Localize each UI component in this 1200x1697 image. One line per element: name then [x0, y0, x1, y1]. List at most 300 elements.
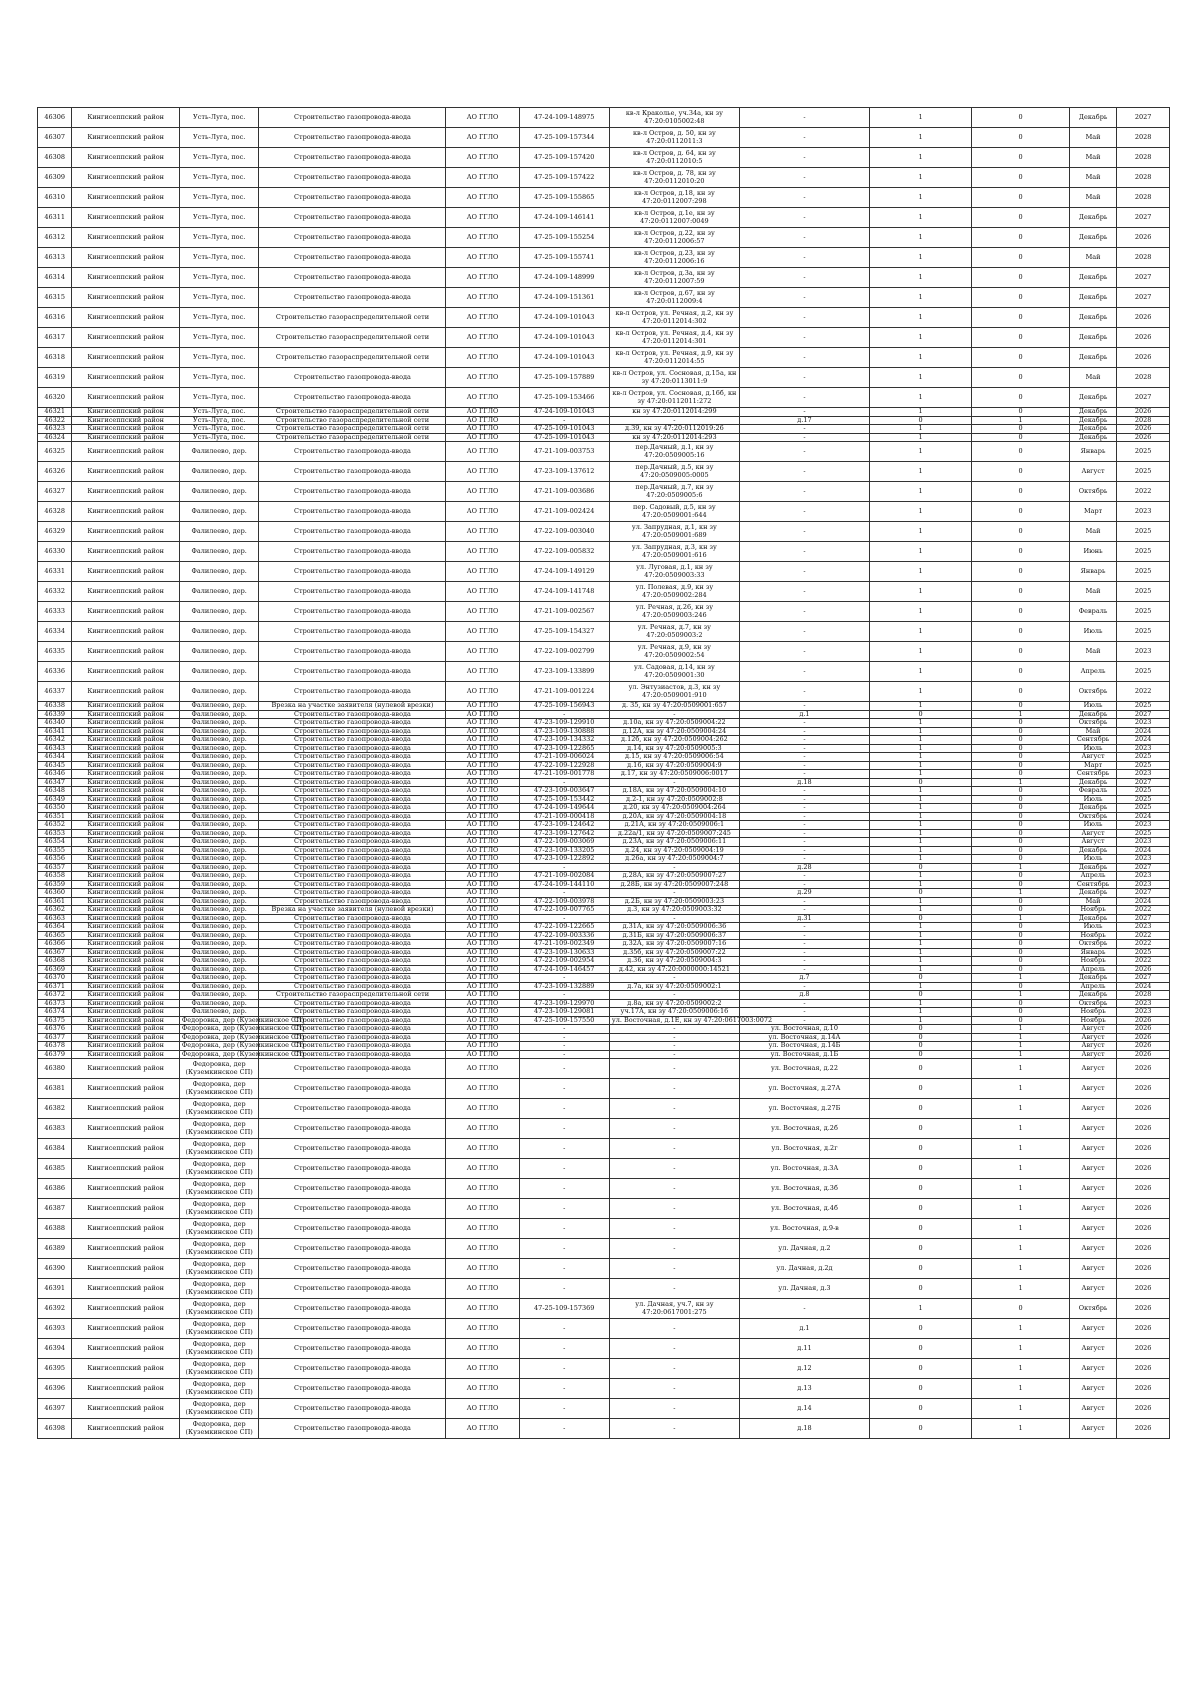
address-cell: -	[739, 999, 869, 1008]
address-cell: -	[739, 702, 869, 711]
month-cell: Январь	[1069, 442, 1116, 462]
work-type-cell: Строительство газопровода-ввода	[259, 482, 446, 502]
district-cell: Кингисеппский район	[72, 872, 180, 881]
application-number-cell: -	[519, 1359, 609, 1379]
district-cell: Кингисеппский район	[72, 1008, 180, 1017]
cadastral-address-cell: пер.Дачный, д.5, кн зу 47:20:0509005:0005	[609, 462, 739, 482]
work-type-cell: Строительство газопровода-ввода	[259, 1319, 446, 1339]
district-cell: Кингисеппский район	[72, 982, 180, 991]
organization-cell: АО ГГЛО	[446, 188, 519, 208]
work-type-cell: Строительство газопровода-ввода	[259, 753, 446, 762]
work-type-cell: Строительство газораспределительной сети	[259, 308, 446, 328]
work-type-cell: Строительство газопровода-ввода	[259, 248, 446, 268]
application-number-cell: 47-22-109-002799	[519, 642, 609, 662]
settlement-cell: Фалилеево, дер.	[179, 602, 259, 622]
application-number-cell: 47-25-109-157422	[519, 168, 609, 188]
district-cell: Кингисеппский район	[72, 1239, 180, 1259]
row-number-cell: 46319	[38, 368, 72, 388]
row-number-cell: 46348	[38, 787, 72, 796]
district-cell: Кингисеппский район	[72, 948, 180, 957]
settlement-cell: Фалилеево, дер.	[179, 482, 259, 502]
cadastral-address-cell: -	[609, 1033, 739, 1042]
settlement-cell: Федоровка, дер (Куземкинское СП)	[179, 1339, 259, 1359]
settlement-cell: Федоровка, дер (Куземкинское СП)	[179, 1279, 259, 1299]
count-b-cell: 1	[972, 1319, 1070, 1339]
table-row	[38, 1279, 1170, 1299]
application-number-cell: 47-25-109-101043	[519, 433, 609, 442]
count-b-cell: 1	[972, 1359, 1070, 1379]
count-a-cell: 1	[870, 948, 972, 957]
settlement-cell: Фалилеево, дер.	[179, 923, 259, 932]
year-cell: 2026	[1117, 433, 1170, 442]
application-number-cell: -	[519, 1079, 609, 1099]
organization-cell: АО ГГЛО	[446, 753, 519, 762]
address-cell: -	[739, 433, 869, 442]
district-cell: Кингисеппский район	[72, 442, 180, 462]
settlement-cell: Фалилеево, дер.	[179, 999, 259, 1008]
count-b-cell: 0	[972, 502, 1070, 522]
month-cell: Июль	[1069, 821, 1116, 830]
organization-cell: АО ГГЛО	[446, 1219, 519, 1239]
month-cell: Июнь	[1069, 542, 1116, 562]
month-cell: Сентябрь	[1069, 880, 1116, 889]
row-number-cell: 46374	[38, 1008, 72, 1017]
organization-cell: АО ГГЛО	[446, 744, 519, 753]
year-cell: 2022	[1117, 906, 1170, 915]
settlement-cell: Фалилеево, дер.	[179, 753, 259, 762]
organization-cell: АО ГГЛО	[446, 1319, 519, 1339]
count-a-cell: 0	[870, 1279, 972, 1299]
work-type-cell: Строительство газопровода-ввода	[259, 982, 446, 991]
row-number-cell: 46355	[38, 846, 72, 855]
settlement-cell: Фалилеево, дер.	[179, 795, 259, 804]
table-row	[38, 1199, 1170, 1219]
year-cell: 2025	[1117, 562, 1170, 582]
work-type-cell: Строительство газопровода-ввода	[259, 1279, 446, 1299]
month-cell: Август	[1069, 829, 1116, 838]
count-a-cell: 1	[870, 228, 972, 248]
row-number-cell: 46349	[38, 795, 72, 804]
settlement-cell: Федоровка, дер (Куземкинское СП)	[179, 1259, 259, 1279]
district-cell: Кингисеппский район	[72, 462, 180, 482]
table-row	[38, 1399, 1170, 1419]
cadastral-address-cell: кн зу 47:20:0112014:299	[609, 408, 739, 417]
row-number-cell: 46342	[38, 736, 72, 745]
count-a-cell: 1	[870, 442, 972, 462]
table-body	[38, 108, 1170, 1439]
address-cell: ул. Восточная, д.3А	[739, 1159, 869, 1179]
work-type-cell: Строительство газопровода-ввода	[259, 1033, 446, 1042]
count-b-cell: 1	[972, 1379, 1070, 1399]
row-number-cell: 46385	[38, 1159, 72, 1179]
month-cell: Декабрь	[1069, 348, 1116, 368]
district-cell: Кингисеппский район	[72, 388, 180, 408]
cadastral-address-cell: д.31А, кн зу 47:20:0509006:36	[609, 923, 739, 932]
month-cell: Май	[1069, 148, 1116, 168]
district-cell: Кингисеппский район	[72, 974, 180, 983]
district-cell: Кингисеппский район	[72, 288, 180, 308]
row-number-cell: 46395	[38, 1359, 72, 1379]
application-number-cell: -	[519, 778, 609, 787]
month-cell: Декабрь	[1069, 974, 1116, 983]
application-number-cell: 47-23-109-137612	[519, 462, 609, 482]
year-cell: 2027	[1117, 268, 1170, 288]
month-cell: Декабрь	[1069, 328, 1116, 348]
year-cell: 2024	[1117, 897, 1170, 906]
organization-cell: АО ГГЛО	[446, 1119, 519, 1139]
month-cell: Декабрь	[1069, 425, 1116, 434]
settlement-cell: Фалилеево, дер.	[179, 829, 259, 838]
table-row	[38, 1339, 1170, 1359]
row-number-cell: 46396	[38, 1379, 72, 1399]
address-cell: ул. Восточная, д.9-в	[739, 1219, 869, 1239]
cadastral-address-cell: кв-л Остров, ул. Речная, д.9, кн зу 47:20:0112014:55	[609, 348, 739, 368]
cadastral-address-cell: кв-л Остров, д.23, кн зу 47:20:0112006:16	[609, 248, 739, 268]
organization-cell: АО ГГЛО	[446, 889, 519, 898]
district-cell: Кингисеппский район	[72, 328, 180, 348]
work-type-cell: Строительство газораспределительной сети	[259, 408, 446, 417]
settlement-cell: Фалилеево, дер.	[179, 991, 259, 1000]
count-b-cell: 0	[972, 821, 1070, 830]
count-b-cell: 0	[972, 702, 1070, 711]
year-cell: 2026	[1117, 1079, 1170, 1099]
row-number-cell: 46357	[38, 863, 72, 872]
organization-cell: АО ГГЛО	[446, 761, 519, 770]
organization-cell: АО ГГЛО	[446, 408, 519, 417]
table-row	[38, 308, 1170, 328]
address-cell: д.11	[739, 1339, 869, 1359]
month-cell: Декабрь	[1069, 108, 1116, 128]
row-number-cell: 46335	[38, 642, 72, 662]
cadastral-address-cell: -	[609, 1050, 739, 1059]
address-cell: ул. Восточная, д.2б	[739, 1119, 869, 1139]
table-row	[38, 228, 1170, 248]
cadastral-address-cell: д.42, кн зу 47:20:0000000:14521	[609, 965, 739, 974]
cadastral-address-cell: ул. Луговая, д.1, кн зу 47:20:0509003:33	[609, 562, 739, 582]
address-cell: д.18	[739, 1419, 869, 1439]
address-cell: -	[739, 1016, 869, 1025]
settlement-cell: Федоровка, дер (Куземкинское СП)	[179, 1379, 259, 1399]
count-b-cell: 0	[972, 622, 1070, 642]
month-cell: Январь	[1069, 562, 1116, 582]
address-cell: -	[739, 821, 869, 830]
settlement-cell: Фалилеево, дер.	[179, 812, 259, 821]
work-type-cell: Строительство газопровода-ввода	[259, 1399, 446, 1419]
work-type-cell: Строительство газопровода-ввода	[259, 622, 446, 642]
address-cell: -	[739, 753, 869, 762]
work-type-cell: Строительство газопровода-ввода	[259, 940, 446, 949]
address-cell: -	[739, 602, 869, 622]
address-cell: -	[739, 761, 869, 770]
work-type-cell: Строительство газопровода-ввода	[259, 188, 446, 208]
work-type-cell: Строительство газопровода-ввода	[259, 787, 446, 796]
district-cell: Кингисеппский район	[72, 482, 180, 502]
count-b-cell: 0	[972, 965, 1070, 974]
work-type-cell: Строительство газопровода-ввода	[259, 462, 446, 482]
year-cell: 2022	[1117, 957, 1170, 966]
row-number-cell: 46383	[38, 1119, 72, 1139]
work-type-cell: Строительство газопровода-ввода	[259, 1419, 446, 1439]
row-number-cell: 46350	[38, 804, 72, 813]
table-row	[38, 482, 1170, 502]
count-a-cell: 1	[870, 462, 972, 482]
work-type-cell: Врезка на участке заявителя (нулевой врезки)	[259, 702, 446, 711]
count-b-cell: 0	[972, 208, 1070, 228]
application-number-cell: 47-23-109-132889	[519, 982, 609, 991]
count-b-cell: 1	[972, 1099, 1070, 1119]
count-b-cell: 0	[972, 829, 1070, 838]
row-number-cell: 46382	[38, 1099, 72, 1119]
settlement-cell: Усть-Луга, пос.	[179, 368, 259, 388]
month-cell: Декабрь	[1069, 804, 1116, 813]
row-number-cell: 46370	[38, 974, 72, 983]
row-number-cell: 46352	[38, 821, 72, 830]
month-cell: Октябрь	[1069, 482, 1116, 502]
month-cell: Октябрь	[1069, 812, 1116, 821]
table-row	[38, 906, 1170, 915]
work-type-cell: Строительство газопровода-ввода	[259, 1379, 446, 1399]
organization-cell: АО ГГЛО	[446, 288, 519, 308]
year-cell: 2028	[1117, 368, 1170, 388]
year-cell: 2026	[1117, 1033, 1170, 1042]
settlement-cell: Усть-Луга, пос.	[179, 208, 259, 228]
address-cell: -	[739, 719, 869, 728]
settlement-cell: Фалилеево, дер.	[179, 710, 259, 719]
row-number-cell: 46307	[38, 128, 72, 148]
settlement-cell: Федоровка, дер (Куземкинское СП)	[179, 1042, 259, 1051]
work-type-cell: Строительство газопровода-ввода	[259, 812, 446, 821]
count-b-cell: 0	[972, 948, 1070, 957]
row-number-cell: 46366	[38, 940, 72, 949]
count-b-cell: 0	[972, 288, 1070, 308]
year-cell: 2026	[1117, 1199, 1170, 1219]
settlement-cell: Фалилеево, дер.	[179, 542, 259, 562]
organization-cell: АО ГГЛО	[446, 719, 519, 728]
year-cell: 2025	[1117, 761, 1170, 770]
organization-cell: АО ГГЛО	[446, 1259, 519, 1279]
address-cell: -	[739, 872, 869, 881]
table-row	[38, 542, 1170, 562]
row-number-cell: 46347	[38, 778, 72, 787]
row-number-cell: 46390	[38, 1259, 72, 1279]
settlement-cell: Фалилеево, дер.	[179, 462, 259, 482]
cadastral-address-cell: -	[609, 1259, 739, 1279]
row-number-cell: 46386	[38, 1179, 72, 1199]
cadastral-address-cell: д.28Б, кн зу 47:20:0509007:248	[609, 880, 739, 889]
count-a-cell: 0	[870, 1399, 972, 1419]
month-cell: Октябрь	[1069, 940, 1116, 949]
count-b-cell: 1	[972, 889, 1070, 898]
cadastral-address-cell: д.3, кн зу 47:20:0509003:32	[609, 906, 739, 915]
address-cell: д.17	[739, 416, 869, 425]
month-cell: Декабрь	[1069, 863, 1116, 872]
settlement-cell: Фалилеево, дер.	[179, 940, 259, 949]
cadastral-address-cell: -	[609, 1099, 739, 1119]
row-number-cell: 46312	[38, 228, 72, 248]
work-type-cell: Строительство газопровода-ввода	[259, 880, 446, 889]
year-cell: 2023	[1117, 770, 1170, 779]
year-cell: 2025	[1117, 622, 1170, 642]
organization-cell: АО ГГЛО	[446, 168, 519, 188]
table-row	[38, 855, 1170, 864]
table-row	[38, 148, 1170, 168]
count-a-cell: 0	[870, 1339, 972, 1359]
settlement-cell: Усть-Луга, пос.	[179, 388, 259, 408]
row-number-cell: 46367	[38, 948, 72, 957]
district-cell: Кингисеппский район	[72, 642, 180, 662]
organization-cell: АО ГГЛО	[446, 128, 519, 148]
settlement-cell: Федоровка, дер (Куземкинское СП)	[179, 1159, 259, 1179]
organization-cell: АО ГГЛО	[446, 682, 519, 702]
row-number-cell: 46351	[38, 812, 72, 821]
work-type-cell: Строительство газопровода-ввода	[259, 778, 446, 787]
address-cell: -	[739, 482, 869, 502]
application-number-cell: 47-23-109-134332	[519, 736, 609, 745]
cadastral-address-cell: д.32А, кн зу 47:20:0509007:16	[609, 940, 739, 949]
work-type-cell: Строительство газопровода-ввода	[259, 821, 446, 830]
address-cell: -	[739, 838, 869, 847]
month-cell: Январь	[1069, 948, 1116, 957]
row-number-cell: 46310	[38, 188, 72, 208]
application-number-cell: 47-23-109-133899	[519, 662, 609, 682]
address-cell: -	[739, 940, 869, 949]
organization-cell: АО ГГЛО	[446, 602, 519, 622]
year-cell: 2027	[1117, 388, 1170, 408]
month-cell: Декабрь	[1069, 778, 1116, 787]
address-cell: -	[739, 662, 869, 682]
settlement-cell: Усть-Луга, пос.	[179, 416, 259, 425]
address-cell: -	[739, 948, 869, 957]
district-cell: Кингисеппский район	[72, 702, 180, 711]
work-type-cell: Строительство газопровода-ввода	[259, 999, 446, 1008]
application-number-cell: 47-23-109-129081	[519, 1008, 609, 1017]
table-row	[38, 328, 1170, 348]
cadastral-address-cell: -	[609, 778, 739, 787]
month-cell: Август	[1069, 1219, 1116, 1239]
count-a-cell: 1	[870, 268, 972, 288]
count-b-cell: 1	[972, 1119, 1070, 1139]
count-b-cell: 0	[972, 838, 1070, 847]
organization-cell: АО ГГЛО	[446, 482, 519, 502]
month-cell: Август	[1069, 1239, 1116, 1259]
settlement-cell: Усть-Луга, пос.	[179, 168, 259, 188]
address-cell: -	[739, 108, 869, 128]
cadastral-address-cell: -	[609, 1119, 739, 1139]
month-cell: Август	[1069, 1159, 1116, 1179]
organization-cell: АО ГГЛО	[446, 425, 519, 434]
year-cell: 2026	[1117, 1299, 1170, 1319]
count-b-cell: 0	[972, 957, 1070, 966]
year-cell: 2027	[1117, 778, 1170, 787]
year-cell: 2025	[1117, 948, 1170, 957]
application-number-cell: 47-24-109-101043	[519, 348, 609, 368]
address-cell: -	[739, 770, 869, 779]
month-cell: Август	[1069, 1319, 1116, 1339]
district-cell: Кингисеппский район	[72, 682, 180, 702]
year-cell: 2022	[1117, 482, 1170, 502]
count-a-cell: 1	[870, 846, 972, 855]
organization-cell: АО ГГЛО	[446, 308, 519, 328]
work-type-cell: Строительство газопровода-ввода	[259, 128, 446, 148]
address-cell: д.14	[739, 1399, 869, 1419]
district-cell: Кингисеппский район	[72, 408, 180, 417]
row-number-cell: 46372	[38, 991, 72, 1000]
application-number-cell: -	[519, 1279, 609, 1299]
row-number-cell: 46330	[38, 542, 72, 562]
work-type-cell: Строительство газораспределительной сети	[259, 991, 446, 1000]
settlement-cell: Усть-Луга, пос.	[179, 108, 259, 128]
organization-cell: АО ГГЛО	[446, 914, 519, 923]
organization-cell: АО ГГЛО	[446, 542, 519, 562]
application-number-cell: 47-25-109-157344	[519, 128, 609, 148]
year-cell: 2023	[1117, 719, 1170, 728]
count-a-cell: 1	[870, 855, 972, 864]
work-type-cell: Строительство газопровода-ввода	[259, 974, 446, 983]
work-type-cell: Строительство газораспределительной сети	[259, 433, 446, 442]
count-a-cell: 0	[870, 1239, 972, 1259]
settlement-cell: Фалилеево, дер.	[179, 965, 259, 974]
district-cell: Кингисеппский район	[72, 128, 180, 148]
cadastral-address-cell: кв-л Остров, д.1е, кн зу 47:20:0112007:0049	[609, 208, 739, 228]
table-row	[38, 288, 1170, 308]
district-cell: Кингисеппский район	[72, 268, 180, 288]
month-cell: Август	[1069, 1059, 1116, 1079]
count-b-cell: 0	[972, 442, 1070, 462]
cadastral-address-cell: -	[609, 1199, 739, 1219]
count-b-cell: 1	[972, 1419, 1070, 1439]
row-number-cell: 46344	[38, 753, 72, 762]
count-a-cell: 1	[870, 923, 972, 932]
count-b-cell: 1	[972, 1179, 1070, 1199]
row-number-cell: 46380	[38, 1059, 72, 1079]
count-b-cell: 0	[972, 562, 1070, 582]
count-b-cell: 1	[972, 1239, 1070, 1259]
year-cell: 2026	[1117, 1179, 1170, 1199]
district-cell: Кингисеппский район	[72, 727, 180, 736]
count-a-cell: 1	[870, 642, 972, 662]
month-cell: Август	[1069, 1033, 1116, 1042]
month-cell: Сентябрь	[1069, 770, 1116, 779]
settlement-cell: Фалилеево, дер.	[179, 761, 259, 770]
row-number-cell: 46308	[38, 148, 72, 168]
work-type-cell: Строительство газопровода-ввода	[259, 582, 446, 602]
cadastral-address-cell: кв-л Остров, д. 78, кн зу 47:20:0112010:20	[609, 168, 739, 188]
application-number-cell: 47-24-109-146141	[519, 208, 609, 228]
table-row	[38, 248, 1170, 268]
organization-cell: АО ГГЛО	[446, 368, 519, 388]
organization-cell: АО ГГЛО	[446, 1139, 519, 1159]
month-cell: Декабрь	[1069, 416, 1116, 425]
row-number-cell: 46387	[38, 1199, 72, 1219]
year-cell: 2025	[1117, 804, 1170, 813]
row-number-cell: 46398	[38, 1419, 72, 1439]
table-row	[38, 408, 1170, 417]
organization-cell: АО ГГЛО	[446, 838, 519, 847]
district-cell: Кингисеппский район	[72, 889, 180, 898]
table-row	[38, 522, 1170, 542]
address-cell: ул. Восточная, д.27А	[739, 1079, 869, 1099]
settlement-cell: Федоровка, дер (Куземкинское СП)	[179, 1299, 259, 1319]
organization-cell: АО ГГЛО	[446, 433, 519, 442]
address-cell: -	[739, 795, 869, 804]
year-cell: 2026	[1117, 425, 1170, 434]
row-number-cell: 46332	[38, 582, 72, 602]
application-number-cell: 47-22-109-002954	[519, 957, 609, 966]
count-a-cell: 1	[870, 682, 972, 702]
organization-cell: АО ГГЛО	[446, 562, 519, 582]
work-type-cell: Строительство газопровода-ввода	[259, 1008, 446, 1017]
application-number-cell: -	[519, 1259, 609, 1279]
